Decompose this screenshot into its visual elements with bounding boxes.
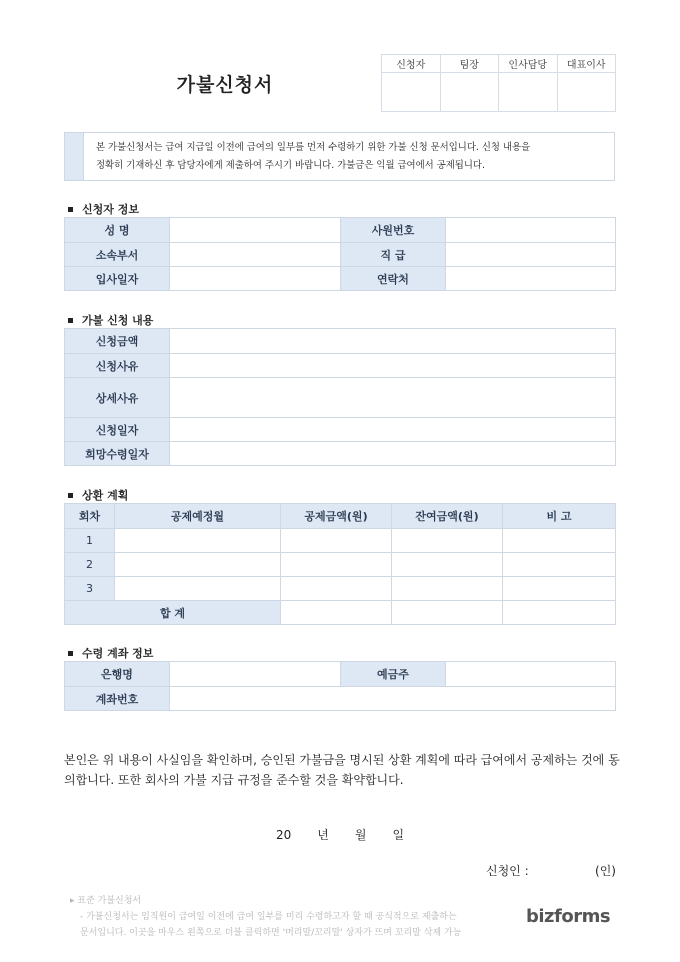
bullet-square-icon <box>68 493 73 498</box>
request-date-label: 신청일자 <box>65 418 170 442</box>
bank-label: 은행명 <box>65 662 170 687</box>
table-row <box>65 577 616 601</box>
round-number: 1 <box>65 529 115 553</box>
table-row <box>65 553 616 577</box>
deduct-month-field[interactable] <box>115 577 281 601</box>
amount-label: 신청금액 <box>65 329 170 354</box>
section-repayment-heading: 상환 계획 <box>68 487 128 503</box>
remaining-amount-field[interactable] <box>392 553 503 577</box>
month-label: 월 <box>354 828 367 842</box>
position-field[interactable] <box>446 243 616 267</box>
round-header: 회차 <box>65 504 115 529</box>
contact-field[interactable] <box>446 267 616 291</box>
bank-field[interactable] <box>170 662 341 687</box>
approval-teamlead-sign[interactable] <box>440 73 499 112</box>
approval-applicant-label: 신청자 <box>382 55 441 73</box>
footer-desc-1: - 가불신청서는 임직원이 급여일 이전에 급여 일부를 미리 수령하고자 할 때 공식적으로 제출하는 <box>80 912 457 922</box>
account-number-label: 계좌번호 <box>65 687 170 711</box>
bullet-square-icon <box>68 318 73 323</box>
notice-text: 본 가불신청서는 급여 지급일 이전에 급여의 일부를 먼저 수령하기 위한 가불 신청 문서입니다. 신청 내용을 정확히 기재하신 후 담당자에게 제출하여 주시기 바랍니다. 가불금은 익월 급여에서 공제됩니다. <box>96 142 531 171</box>
amount-field[interactable] <box>170 329 616 354</box>
emp-no-field[interactable] <box>446 218 616 243</box>
remaining-amount-field[interactable] <box>392 577 503 601</box>
total-deduct-field[interactable] <box>281 601 392 625</box>
remarks-field[interactable] <box>503 553 616 577</box>
name-label: 성 명 <box>65 218 170 243</box>
notice-box <box>64 132 615 181</box>
deduct-month-field[interactable] <box>115 553 281 577</box>
section-request-heading: 가불 신청 내용 <box>68 312 153 328</box>
account-table <box>64 661 616 711</box>
remaining-amount-header: 잔여금액(원) <box>392 504 503 529</box>
total-label: 합 계 <box>65 601 281 625</box>
approval-ceo-sign[interactable] <box>557 73 616 112</box>
document-title: 가불신청서 <box>176 74 274 96</box>
detail-field[interactable] <box>170 378 616 418</box>
remaining-amount-field[interactable] <box>392 529 503 553</box>
desired-date-field[interactable] <box>170 442 616 466</box>
total-remaining-field[interactable] <box>392 601 503 625</box>
emp-no-label: 사원번호 <box>341 218 446 243</box>
deduct-amount-header: 공제금액(원) <box>281 504 392 529</box>
contact-label: 연락처 <box>341 267 446 291</box>
desired-date-label: 희망수령일자 <box>65 442 170 466</box>
deduct-month-header: 공제예정월 <box>115 504 281 529</box>
year-prefix: 20 <box>276 828 292 842</box>
table-row <box>65 529 616 553</box>
deduct-amount-field[interactable] <box>281 529 392 553</box>
approval-hr-sign[interactable] <box>499 73 558 112</box>
approval-applicant-sign[interactable] <box>382 73 441 112</box>
holder-label: 예금주 <box>341 662 446 687</box>
seal-mark[interactable]: (인) <box>595 864 616 878</box>
round-number: 3 <box>65 577 115 601</box>
pledge-text: 본인은 위 내용이 사실임을 확인하며, 승인된 가불금을 명시된 상환 계획에 따라 급여에서 공제하는 것에 동의합니다. 또한 회사의 가불 지급 규정을 준수할 것을 확약합니다. <box>64 753 620 787</box>
request-date-field[interactable] <box>170 418 616 442</box>
signature-label: 신청인 : <box>486 864 529 878</box>
signature-line <box>486 862 616 879</box>
date-line <box>276 826 404 843</box>
reason-label: 신청사유 <box>65 354 170 378</box>
repayment-table <box>64 503 616 625</box>
approval-ceo-label: 대표이사 <box>557 55 616 73</box>
dept-label: 소속부서 <box>65 243 170 267</box>
deduct-amount-field[interactable] <box>281 553 392 577</box>
applicant-table <box>64 217 616 291</box>
hire-date-label: 입사일자 <box>65 267 170 291</box>
dept-field[interactable] <box>170 243 341 267</box>
footer-title: ▸ 표준 가불신청서 <box>70 896 142 906</box>
account-number-field[interactable] <box>170 687 616 711</box>
name-field[interactable] <box>170 218 341 243</box>
bullet-square-icon <box>68 207 73 212</box>
bizforms-logo: bizforms <box>526 906 611 927</box>
approval-teamlead-label: 팀장 <box>440 55 499 73</box>
deduct-amount-field[interactable] <box>281 577 392 601</box>
bullet-square-icon <box>68 651 73 656</box>
remarks-field[interactable] <box>503 529 616 553</box>
footer-desc-2: 문서입니다. 이곳을 마우스 왼쪽으로 더블 클릭하면 '머리말/꼬리말' 상자가 뜨며 꼬리말 삭제 가능 <box>80 928 462 938</box>
footer-note[interactable] <box>70 893 461 941</box>
approval-table <box>381 54 616 112</box>
round-number: 2 <box>65 553 115 577</box>
holder-field[interactable] <box>446 662 616 687</box>
year-label: 년 <box>317 828 329 842</box>
request-table <box>64 328 616 466</box>
approval-hr-label: 인사담당 <box>499 55 558 73</box>
position-label: 직 급 <box>341 243 446 267</box>
reason-field[interactable] <box>170 354 616 378</box>
section-applicant-heading: 신청자 정보 <box>68 201 139 217</box>
hire-date-field[interactable] <box>170 267 341 291</box>
notice-accent-bar <box>65 133 84 180</box>
section-account-heading: 수령 계좌 정보 <box>68 645 153 661</box>
remarks-header: 비 고 <box>503 504 616 529</box>
detail-label: 상세사유 <box>65 378 170 418</box>
remarks-field[interactable] <box>503 577 616 601</box>
deduct-month-field[interactable] <box>115 529 281 553</box>
day-label: 일 <box>392 828 405 842</box>
total-remarks-field[interactable] <box>503 601 616 625</box>
